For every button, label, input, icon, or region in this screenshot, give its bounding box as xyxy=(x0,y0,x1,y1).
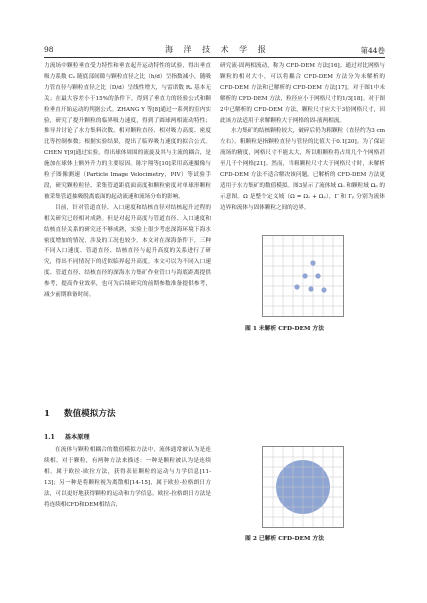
subsection-heading xyxy=(44,432,90,441)
paragraph: 力流场中颗粒垂直受力特性和垂直起升运动特性的试验，得出垂直吸力系数 Cₙ 随底部间隙与颗粒直径之比（h/d）呈指数减小，随吸力管直径与颗粒直径之比（D/d）呈线性增大，与雷诺数 Rₑ 基本无关；在最大容差小于15%的条件下，得到了垂直力的经验公式和颗粒垂直开始运动的判据公式。ZHANG Y 等[8]通过一系列的室内实验，研究了提升颗粒的临界吸力速度，得到了圆球两相流动特性；推导并讨论了水力集料次数、相对颗粒直径、相对吸力高度、密度比等控制参数；根据实验结果，提出了临界吸力速度的拟合公式。CHEN Y[9]通过实验，得出球体周围的流旋及其与主流的耦合，是施加在球体上额外升力的主要原因。陈宇翔等[10]采用高速摄像与粒子图像测速（Particle Image Velocimetry，PIV）等试验手段，研究颗粒粒径、采集管道距底面高度和颗粒密度对单球形颗粒被采集管道抽吸脱离底面的起动流速和流场分布的影响。 xyxy=(44,63,211,200)
volume-label: 第44卷 xyxy=(360,46,385,55)
figure-unresolved-cfd-dem xyxy=(262,235,344,317)
paragraph: 研究流-固两相流动，称为 CFD-DEM 方法[16]。通过对比网格与颗粒的相对大小，可以将耦合 CFD-DEM 方法分为未解析的 CFD-DEM 方法和已解析的 CFD-DEM 方法[17]。对于图1中未解析的 CFD-DEM 方法，粒径应小于网格尺寸的1/3[18]。对于图2中已解析的 CFD-DEM 方法，颗粒尺寸应大于3倍网格尺寸，因此该方法适用于求解颗粒大于网格的固-液两相流。 xyxy=(220,63,385,124)
right-column xyxy=(220,61,385,214)
section-number: 1 xyxy=(44,409,50,419)
page-number: 98 xyxy=(44,45,54,54)
paragraph: 目前，针对管道直径、入口速度和结核直径对结核起升过程的相关研究已经相对成熟。但是对起升高度与管道直径、入口速度和结核直径关系的研究还不够成熟，实验上很少考虑深海环境下海水密度增加的情况，涉及的工况也较少。本文对在深海条件下，三种不同入口速度、管道直径、结核直径与起升高度的关系进行了研究，得出不同情况下的近似临界起升高度。本文可以为不同入口速度、管道直径、结核直径的深海水力集矿作业管口与海底距离提供参考，提高作业效率，也可为后续研究的前期参数准备提供参考，减少前期准备时间。 xyxy=(44,204,211,299)
header-rule xyxy=(44,57,385,58)
journal-title: 海 洋 技 术 学 报 xyxy=(165,45,270,54)
small-particle xyxy=(315,273,320,278)
small-particle xyxy=(302,273,307,278)
figure-1-caption: 图 1 未解析 CFD-DEM 方法 xyxy=(245,326,325,332)
section-heading xyxy=(44,407,116,419)
paragraph: 在流体与颗粒相耦合的数值模拟方法中，流体通常被认为是连续相。对于颗粒，有两种方法来描述：一种是颗粒被认为是连续相，属于欧拉-欧拉方法，获得表征颗粒的运动与力学信息[11-13]；另一种是将颗粒视为离散相[14-15]，属于欧拉-拉格朗日方法，可以更好地获得颗粒的运动和力学信息。欧拉-拉格朗日方法是将连续相CFD和DEM相结合， xyxy=(44,447,211,508)
small-particle xyxy=(294,284,299,289)
figure-2-caption: 图 2 已解析 CFD-DEM 方法 xyxy=(245,536,325,542)
left-column xyxy=(44,61,211,301)
subsection-title: 基本原理 xyxy=(64,434,90,441)
page-header xyxy=(0,0,427,60)
small-particle xyxy=(310,260,315,265)
left-column-lower xyxy=(44,445,211,510)
subsection-number: 1.1 xyxy=(44,434,55,441)
section-title: 数值模拟方法 xyxy=(63,409,116,419)
figure-resolved-cfd-dem xyxy=(262,446,344,528)
unresolved-grid-diagram xyxy=(263,236,343,316)
resolved-grid-diagram xyxy=(263,447,343,527)
small-particle xyxy=(321,287,326,292)
small-particle xyxy=(308,286,313,291)
paragraph: 水力集矿的结核颗粒较大，破碎后仍为粗颗粒（直径约为3 cm左右）。粗颗粒是指颗粒直径与管径的比值大于0.1[20]。为了保证流场的精度，网格尺寸不能太大，所以粗颗粒将占用几个个网格甚至几千个网格[21]。然而，当粗颗粒尺寸大于网格尺寸时，未解析 CFD-DEM 方法不适合解决该问题。已解析的 CFD-DEM 方法更适用于水力集矿的数值模拟。图3显示了流体域 Ωₒ 和颗粒域 Ωₚ 的示意图。Ω 是整个定义域（Ω = Ωₒ + Ωₚ），Γ 和 Γₚ 分别为流体边界和流体与固体颗粒之间的边界。 xyxy=(220,128,385,211)
